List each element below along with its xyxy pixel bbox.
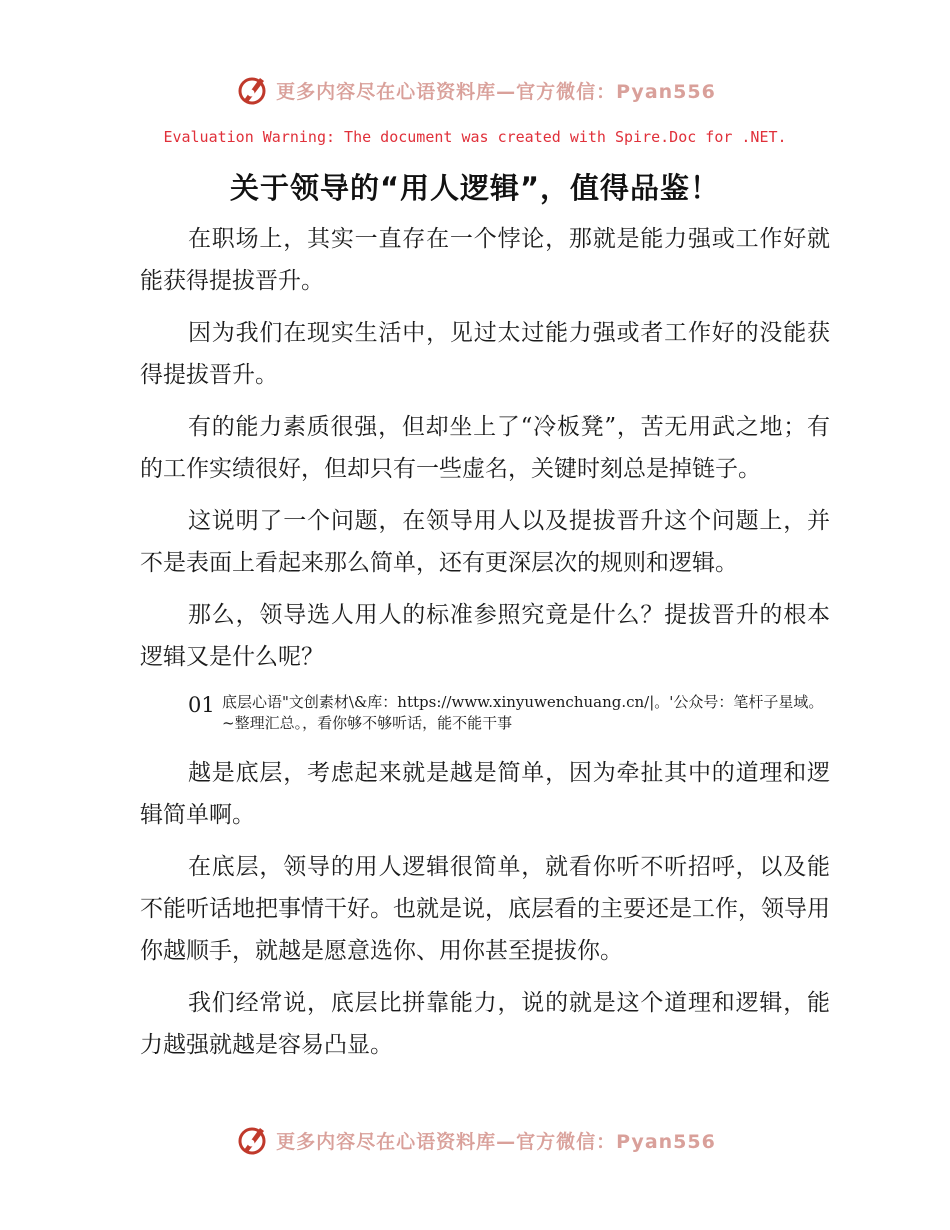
document-body bbox=[140, 218, 830, 1076]
paragraph: 在底层，领导的用人逻辑很简单，就看你听不听招呼，以及能不能听话地把事情干好。也就是说，底层看的主要还是工作，领导用你越顺手，就越是愿意选你、用你甚至提拔你。 bbox=[140, 854, 830, 964]
header-banner bbox=[0, 70, 950, 110]
paragraph: 越是底层，考虑起来就是越是简单，因为牵扯其中的道理和逻辑简单啊。 bbox=[140, 760, 830, 828]
paragraph: 我们经常说，底层比拼靠能力，说的就是这个道理和逻辑，能力越强就越是容易凸显。 bbox=[140, 990, 830, 1058]
section-heading bbox=[140, 692, 830, 734]
document-title: 关于领导的“用人逻辑”，值得品鉴！ bbox=[229, 171, 721, 205]
header-banner-text: 更多内容尽在心语资料库—官方微信：Pyan556 bbox=[276, 80, 716, 103]
quill-logo-icon bbox=[234, 1122, 270, 1158]
paragraph: 在职场上，其实一直存在一个悖论，那就是能力强或工作好就能获得提拔晋升。 bbox=[140, 226, 830, 294]
section-number: 01 bbox=[188, 693, 215, 717]
quill-logo-icon bbox=[234, 72, 270, 108]
footer-banner bbox=[0, 1120, 950, 1160]
section-heading-text: 底层心语"文创素材\&库：https://www.xinyuwenchuang.cn/|。'公众号：笔杆子星域。~整理汇总。，看你够不够听话，能不能干事 bbox=[222, 693, 824, 732]
evaluation-warning: Evaluation Warning: The document was created with Spire.Doc for .NET. bbox=[163, 128, 787, 146]
footer-banner-text: 更多内容尽在心语资料库—官方微信：Pyan556 bbox=[276, 1130, 716, 1153]
paragraph: 因为我们在现实生活中，见过太过能力强或者工作好的没能获得提拔晋升。 bbox=[140, 320, 830, 388]
paragraph: 有的能力素质很强，但却坐上了“冷板凳”，苦无用武之地；有的工作实绩很好，但却只有一些虚名，关键时刻总是掉链子。 bbox=[140, 414, 830, 482]
paragraph: 这说明了一个问题，在领导用人以及提拔晋升这个问题上，并不是表面上看起来那么简单，还有更深层次的规则和逻辑。 bbox=[140, 508, 830, 576]
paragraph: 那么，领导选人用人的标准参照究竟是什么？提拔晋升的根本逻辑又是什么呢？ bbox=[140, 602, 830, 670]
